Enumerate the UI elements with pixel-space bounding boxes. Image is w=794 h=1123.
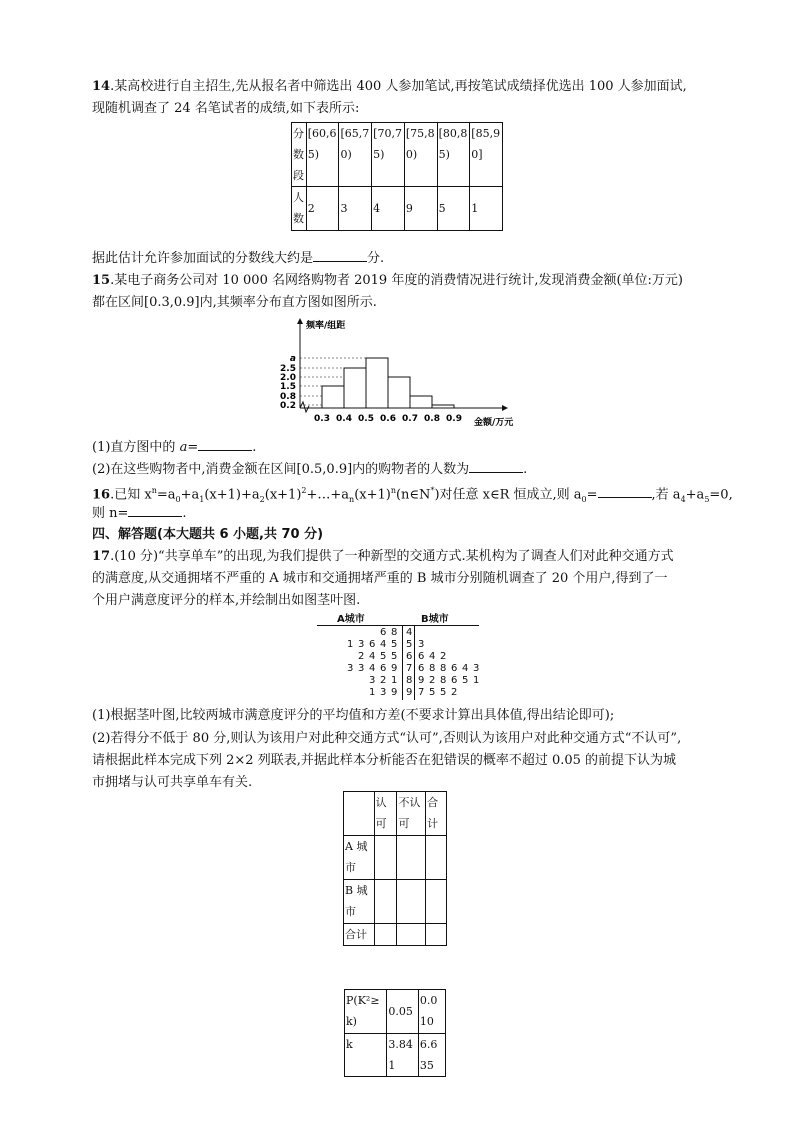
q15-sub1-blank[interactable] <box>198 438 252 451</box>
axis-break-mark <box>300 402 309 412</box>
contingency-cell[interactable] <box>397 924 426 946</box>
q14-interval: [60,65) <box>306 123 339 187</box>
q15-sub2: (2)在这些购物者中,消费金额在区间[0.5,0.9]内的购物者的人数为 . <box>92 462 528 477</box>
q14-interval: [80,85) <box>437 123 470 187</box>
a-city-leaf: 3 <box>358 663 365 674</box>
y-tick-label: 2.0 <box>280 373 296 383</box>
q17-line2: 的满意度,从交通拥堵不严重的 A 城市和交通拥堵严重的 B 城市分别随机调查了 20 个用户,得到了一 <box>92 571 668 586</box>
b-city-leaf: 7 <box>418 687 425 698</box>
b-city-leaf: 2 <box>440 651 447 662</box>
histogram-bar <box>432 405 454 408</box>
q14-count: 2 <box>306 187 339 231</box>
q14-number: 14 <box>92 79 111 94</box>
q14-interval: [75,80) <box>404 123 437 187</box>
contingency-cell[interactable] <box>374 836 397 880</box>
b-city-leaf: 8 <box>440 663 447 674</box>
q14-count: 4 <box>372 187 405 231</box>
y-tick-label: 0.8 <box>280 392 296 402</box>
contingency-row-label: B 城市 <box>344 880 375 924</box>
contingency-cell[interactable] <box>397 836 426 880</box>
a-city-leaf: 5 <box>380 651 387 662</box>
b-city-leaf: 6 <box>451 663 458 674</box>
a-city-leaf: 6 <box>380 663 387 674</box>
q17-line3: 个用户满意度评分的样本,并绘制出如图茎叶图. <box>92 593 361 608</box>
q16-blank-a0[interactable] <box>598 485 652 498</box>
critical-p-label: P(K²≥k) <box>345 990 387 1034</box>
histogram-bar <box>388 377 410 408</box>
q14-count: 5 <box>437 187 470 231</box>
histogram-bar <box>366 358 388 408</box>
critical-k-value: 6.635 <box>418 1034 445 1077</box>
stem-value: 8 <box>406 675 413 686</box>
critical-p-value: 0.05 <box>387 990 418 1034</box>
contingency-row-label: 合计 <box>344 924 375 946</box>
critical-k-value: 3.841 <box>387 1034 418 1077</box>
q15-sub1: (1)直方图中的 a= . <box>92 440 257 455</box>
contingency-corner <box>344 792 375 836</box>
b-city-leaf: 5 <box>440 687 447 698</box>
q14-count: 1 <box>470 187 503 231</box>
stem-leaf-a-title: A城市 <box>337 614 365 625</box>
x-tick-label: 0.5 <box>358 414 374 424</box>
q16-line1: 16.已知 $x^n=a_0+a_1(x+1)+a_2(x+1)^2+\dots+a_n(x+1)^n(n\in N^*)$对任意 x∈R 恒成立,则 $a_0=$ ,若 $a_4+a_5=0$, <box>92 486 733 504</box>
stem-value: 9 <box>406 687 413 698</box>
q17-sub1: (1)根据茎叶图,比较两城市满意度评分的平均值和方差(不要求计算出具体值,得出结论即可); <box>92 708 615 723</box>
contingency-row-label: A 城市 <box>344 836 375 880</box>
x-tick-label: 0.8 <box>424 414 440 424</box>
q17-sub2-line2: 请根据此样本完成下列 2×2 列联表,并据此样本分析能否在犯错误的概率不超过 0.05 的前提下认为城 <box>92 753 677 768</box>
q14-score-table <box>291 122 503 231</box>
histogram-bar <box>344 368 366 408</box>
x-tick-label: 0.7 <box>402 414 418 424</box>
b-city-leaf: 5 <box>429 687 436 698</box>
a-city-leaf: 1 <box>347 639 354 650</box>
stem-value: 7 <box>406 663 413 674</box>
x-tick-label: 0.4 <box>336 414 352 424</box>
q15-line1: 15.某电子商务公司对 10 000 名网络购物者 2019 年度的消费情况进行统计,发现消费金额(单位:万元) <box>92 273 683 288</box>
critical-p-value: 0.010 <box>418 990 445 1034</box>
a-city-leaf: 8 <box>391 627 398 638</box>
x-axis-title: 金额/万元 <box>474 418 514 428</box>
q17-number: 17 <box>92 549 111 564</box>
b-city-leaf: 4 <box>429 651 436 662</box>
q14-question: 据此估计允许参加面试的分数线大约是 分. <box>92 251 385 266</box>
stem-leaf-divider <box>402 625 403 700</box>
q14-line1: 14.某高校进行自主招生,先从报名者中筛选出 400 人参加笔试,再按笔试成绩择优选出 100 人参加面试, <box>92 79 687 94</box>
a-city-leaf: 3 <box>358 639 365 650</box>
q16-blank-n[interactable] <box>128 504 182 517</box>
q14-interval: [65,70) <box>339 123 372 187</box>
q14-line2: 现随机调查了 24 名笔试者的成绩,如下表所示: <box>92 101 360 116</box>
q14-count-header: 人数 <box>292 187 307 231</box>
a-city-leaf: 4 <box>369 663 376 674</box>
stem-leaf-b-title: B城市 <box>421 614 449 625</box>
x-tick-label: 0.3 <box>314 414 330 424</box>
contingency-header: 认可 <box>374 792 397 836</box>
a-city-leaf: 5 <box>391 639 398 650</box>
histogram-bar <box>322 386 344 408</box>
a-city-leaf: 1 <box>391 675 398 686</box>
q16-number: 16 <box>92 487 111 503</box>
stem-value: 4 <box>406 627 413 638</box>
q16-line2: 则 n= . <box>92 506 187 521</box>
contingency-cell[interactable] <box>426 836 447 880</box>
q14-count: 9 <box>404 187 437 231</box>
a-city-leaf: 3 <box>380 687 387 698</box>
x-axis-arrow <box>502 405 508 411</box>
q15-line2: 都在区间[0.3,0.9]内,其频率分布直方图如图所示. <box>92 295 377 310</box>
a-city-leaf: 3 <box>347 663 354 674</box>
y-axis-arrow <box>297 318 303 324</box>
a-city-leaf: 4 <box>380 639 387 650</box>
contingency-header: 不认可 <box>397 792 426 836</box>
a-city-leaf: 5 <box>391 651 398 662</box>
section-4-heading: 四、解答题(本大题共 6 小题,共 70 分) <box>92 527 324 542</box>
a-city-leaf: 9 <box>391 687 398 698</box>
b-city-leaf: 2 <box>451 687 458 698</box>
b-city-leaf: 3 <box>418 639 425 650</box>
y-tick-label: 0.2 <box>280 401 296 411</box>
stem-leaf-plot <box>317 614 479 700</box>
x-tick-label: 0.6 <box>380 414 396 424</box>
b-city-leaf: 3 <box>473 663 480 674</box>
q15-number: 15 <box>92 273 111 288</box>
b-city-leaf: 6 <box>418 651 425 662</box>
contingency-cell[interactable] <box>426 880 447 924</box>
histogram-bars <box>322 358 454 408</box>
a-city-leaf: 1 <box>369 687 376 698</box>
b-city-leaf: 9 <box>418 675 425 686</box>
stem-leaf-divider-right <box>414 625 415 700</box>
q17-sub2-line1: (2)若得分不低于 80 分,则认为该用户对此种交通方式“认可”,否则认为该用户对此种交通方式“不认可”, <box>92 731 682 746</box>
b-city-leaf: 5 <box>462 675 469 686</box>
b-city-leaf: 8 <box>440 675 447 686</box>
y-tick-label: 1.5 <box>280 382 296 392</box>
a-city-leaf: 9 <box>391 663 398 674</box>
b-city-leaf: 6 <box>451 675 458 686</box>
y-tick-label: a <box>289 354 296 364</box>
x-tick-label: 0.9 <box>446 414 462 424</box>
critical-value-table <box>344 989 446 1077</box>
b-city-leaf: 8 <box>429 663 436 674</box>
q14-score-header: 分数段 <box>292 123 307 187</box>
q14-interval: [70,75) <box>372 123 405 187</box>
q14-count: 3 <box>339 187 372 231</box>
stem-value: 6 <box>406 651 413 662</box>
histogram-labels <box>280 319 513 428</box>
contingency-cell[interactable] <box>397 880 426 924</box>
contingency-cell[interactable] <box>426 924 447 946</box>
q14-answer-blank[interactable] <box>313 249 367 262</box>
q15-sub2-blank[interactable] <box>469 460 523 473</box>
y-tick-label: 2.5 <box>280 364 296 374</box>
q14-interval: [85,90] <box>470 123 503 187</box>
a-city-leaf: 2 <box>380 675 387 686</box>
a-city-leaf: 3 <box>369 675 376 686</box>
contingency-cell[interactable] <box>374 880 397 924</box>
histogram <box>278 316 518 434</box>
a-city-leaf: 6 <box>369 639 376 650</box>
b-city-leaf: 2 <box>429 675 436 686</box>
b-city-leaf: 1 <box>473 675 480 686</box>
a-city-leaf: 2 <box>358 651 365 662</box>
stem-leaf-header-rule <box>317 625 479 626</box>
b-city-leaf: 6 <box>418 663 425 674</box>
y-axis-title: 频率/组距 <box>306 321 346 331</box>
q17-sub2-line3: 市拥堵与认可共享单车有关. <box>92 775 253 790</box>
stem-value: 5 <box>406 639 413 650</box>
q17-line1: 17.(10 分)“共享单车”的出现,为我们提供了一种新型的交通方式.某机构为了调查人们对此种交通方式 <box>92 549 674 564</box>
a-city-leaf: 4 <box>369 651 376 662</box>
critical-k-label: k <box>345 1034 387 1077</box>
histogram-bar <box>410 396 432 408</box>
contingency-cell[interactable] <box>374 924 397 946</box>
contingency-header: 合计 <box>426 792 447 836</box>
a-city-leaf: 6 <box>380 627 387 638</box>
b-city-leaf: 4 <box>462 663 469 674</box>
contingency-table <box>343 791 447 946</box>
